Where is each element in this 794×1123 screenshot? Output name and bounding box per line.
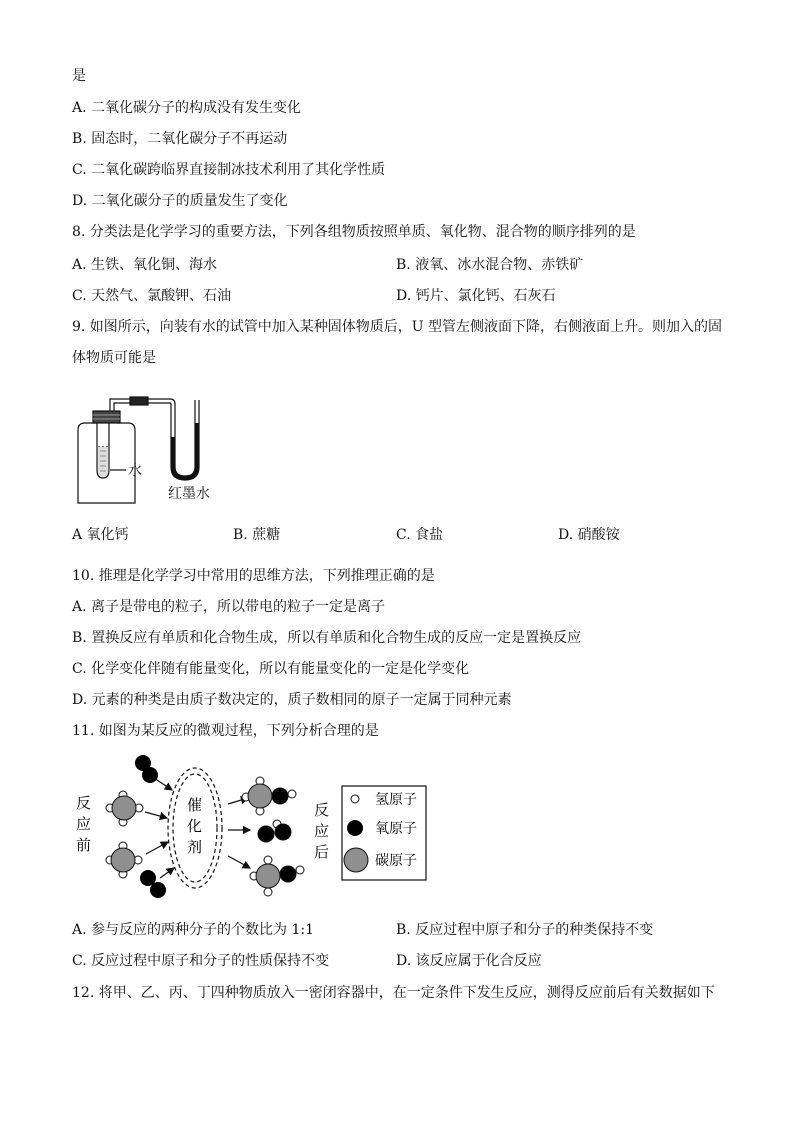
legend-oxygen <box>347 820 417 837</box>
q11-after-char-3: 后 <box>314 843 330 861</box>
q10-stem: 10. 推理是化学学习中常用的思维方法，下列推理正确的是 <box>72 568 435 584</box>
q9-stem-line2: 体物质可能是 <box>72 350 156 366</box>
q9-option-a: A 氧化钙 <box>72 527 129 543</box>
q9-option-c: C. 食盐 <box>396 527 444 543</box>
q10-option-b: B. 置换反应有单质和化合物生成，所以有单质和化合物生成的反应一定是置换反应 <box>72 630 582 646</box>
q11-option-a: A. 参与反应的两种分子的个数比为 1:1 <box>72 922 314 938</box>
q8-option-c: C. 天然气、氯酸钾、石油 <box>72 288 232 304</box>
q10-option-a: A. 离子是带电的粒子，所以带电的粒子一定是离子 <box>72 599 386 615</box>
q7-option-c: C. 二氧化碳跨临界直接制冰技术利用了其化学性质 <box>72 162 386 178</box>
q11-catalyst-char-2: 化 <box>187 817 203 835</box>
legend-hydrogen-label: 氢原子 <box>375 792 417 808</box>
q11-reaction-figure <box>70 750 430 910</box>
q7-option-a: A. 二氧化碳分子的构成没有发生变化 <box>72 100 302 116</box>
q9-apparatus-figure <box>70 385 230 510</box>
q11-before-char-3: 前 <box>76 836 92 854</box>
q11-stem: 11. 如图为某反应的微观过程，下列分析合理的是 <box>72 723 379 739</box>
q9-option-b: B. 蔗糖 <box>233 527 281 543</box>
oxygen-molecule-before-2 <box>140 870 166 898</box>
q11-catalyst-char-1: 催 <box>187 796 203 814</box>
q11-option-b: B. 反应过程中原子和分子的种类保持不变 <box>396 922 654 938</box>
q11-after-char-2: 应 <box>314 822 330 840</box>
product-molecule-1 <box>242 777 296 815</box>
q11-before-char-1: 反 <box>76 794 92 812</box>
q7-stem-end: 是 <box>72 68 86 84</box>
q11-after-char-1: 反 <box>314 801 330 819</box>
q8-option-d: D. 钙片、氯化钙、石灰石 <box>396 288 556 304</box>
legend-oxygen-label: 氧原子 <box>375 821 417 837</box>
q12-stem: 12. 将甲、乙、丙、丁四种物质放入一密闭容器中，在一定条件下发生反应，测得反应前后有关数据如下 <box>72 985 715 1001</box>
q7-option-d: D. 二氧化碳分子的质量发生了变化 <box>72 193 288 209</box>
product-molecule-2 <box>258 820 291 842</box>
q10-option-c: C. 化学变化伴随有能量变化，所以有能量变化的一定是化学变化 <box>72 661 470 677</box>
q11-before-char-2: 应 <box>76 815 92 833</box>
q9-red-ink-label: 红墨水 <box>168 486 210 502</box>
q9-water-label: 水 <box>128 463 142 479</box>
q11-option-c: C. 反应过程中原子和分子的性质保持不变 <box>72 953 330 969</box>
q8-stem: 8. 分类法是化学学习的重要方法，下列各组物质按照单质、氧化物、混合物的顺序排列的是 <box>72 224 636 240</box>
q9-stem-line1: 9. 如图所示，向装有水的试管中加入某种固体物质后，U 型管左侧液面下降，右侧液面上升。则加入的固 <box>72 319 723 335</box>
methane-molecule-before-2 <box>106 842 142 878</box>
q10-option-d: D. 元素的种类是由质子数决定的，质子数相同的原子一定属于同种元素 <box>72 692 512 708</box>
legend-carbon-label: 碳原子 <box>375 853 417 869</box>
product-molecule-3 <box>250 856 304 896</box>
q11-option-d: D. 该反应属于化合反应 <box>396 953 542 969</box>
q11-catalyst-char-3: 剂 <box>187 838 203 856</box>
q9-option-d: D. 硝酸铵 <box>558 527 620 543</box>
q7-option-b: B. 固态时，二氧化碳分子不再运动 <box>72 131 288 147</box>
q8-option-b: B. 液氧、冰水混合物、赤铁矿 <box>396 257 584 273</box>
methane-molecule-before-1 <box>106 791 143 826</box>
q8-option-a: A. 生铁、氧化铜、海水 <box>72 257 218 273</box>
